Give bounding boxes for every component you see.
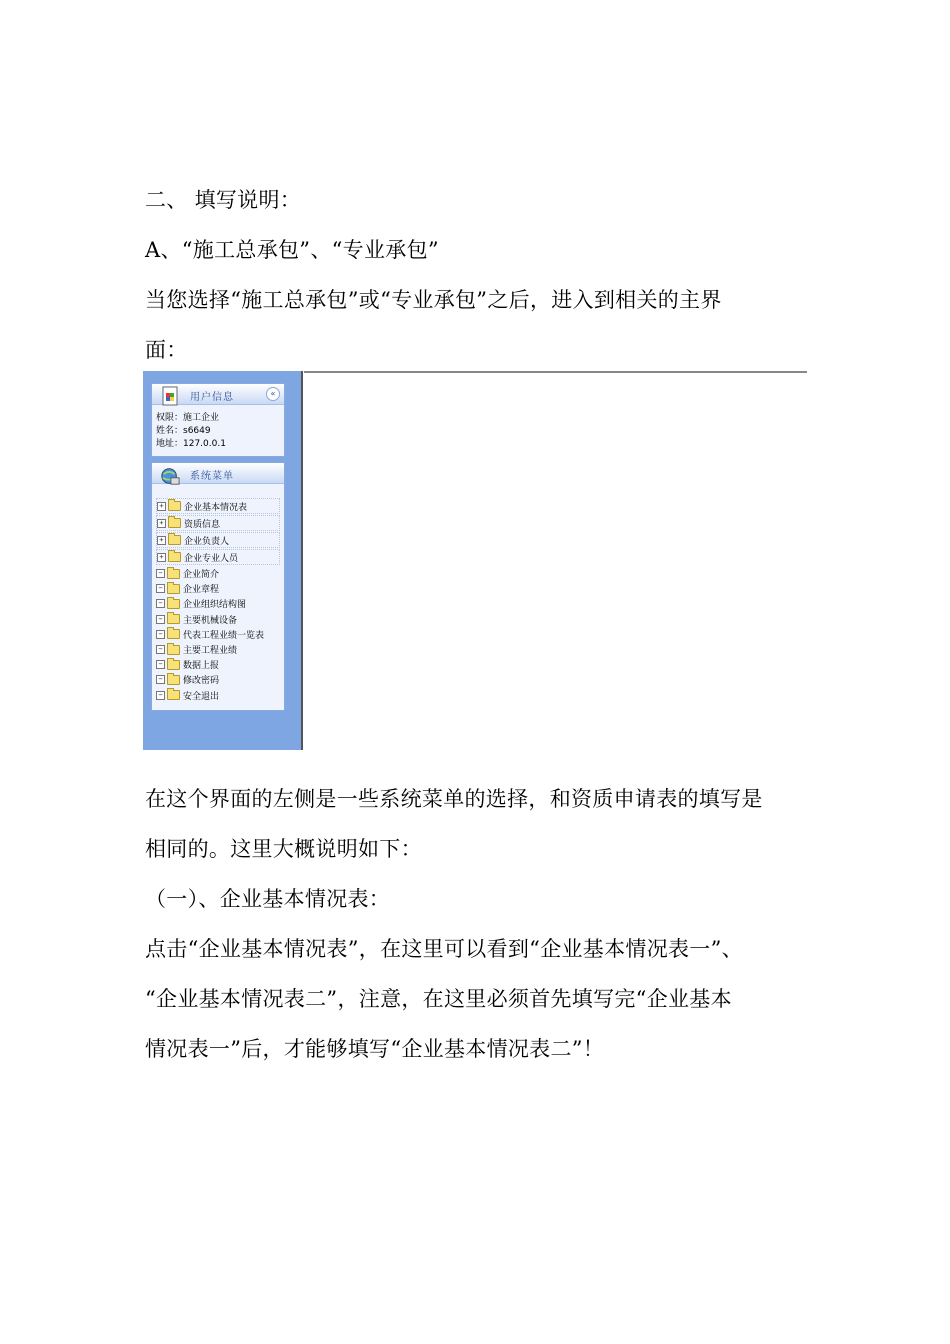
globe-computer-icon	[160, 465, 180, 487]
subsection-heading: （一）、企业基本情况表：	[145, 887, 391, 911]
folder-icon	[167, 584, 180, 594]
menu-item-label: 主要机械设备	[183, 615, 238, 626]
folder-icon	[167, 629, 180, 639]
folder-icon	[168, 518, 181, 528]
collapse-icon[interactable]: «	[266, 387, 280, 401]
folder-icon	[167, 599, 180, 609]
menu-item-logout[interactable]	[156, 688, 284, 703]
user-info-title: 用户信息	[190, 392, 234, 403]
menu-item-machinery[interactable]	[156, 612, 284, 627]
menu-item-label: 资质信息	[184, 519, 221, 530]
expand-icon[interactable]: +	[157, 553, 166, 562]
menu-item-label: 安全退出	[183, 691, 220, 702]
permission-line: 权限：施工企业	[156, 413, 220, 423]
menu-item-company-leader[interactable]	[156, 532, 280, 548]
menu-item-project-list[interactable]	[156, 627, 284, 642]
subsection-heading: A、“施工总承包”、“专业承包”	[145, 238, 439, 262]
menu-item-change-password[interactable]	[156, 672, 284, 687]
folder-icon	[167, 614, 180, 624]
user-document-icon	[160, 386, 180, 408]
expand-icon[interactable]: +	[157, 536, 166, 545]
menu-item-label: 数据上报	[183, 661, 220, 672]
embedded-screenshot	[143, 371, 807, 750]
menu-item-label: 主要工程业绩	[183, 646, 238, 657]
expand-icon[interactable]: +	[157, 519, 166, 528]
menu-item-professional-staff[interactable]	[156, 549, 280, 565]
folder-icon	[168, 552, 181, 562]
section-heading: 二、 填写说明：	[145, 188, 302, 212]
menu-item-qualification-info[interactable]	[156, 515, 280, 531]
system-menu-panel	[151, 462, 285, 711]
folder-icon	[167, 690, 180, 700]
body-text-line: 当您选择“施工总承包”或“专业承包”之后，进入到相关的主界	[145, 288, 722, 312]
body-text-line: 面：	[145, 338, 188, 362]
menu-item-label: 代表工程业绩一览表	[183, 630, 265, 641]
folder-icon	[167, 675, 180, 685]
collapse-node-icon[interactable]: −	[156, 645, 165, 654]
menu-item-company-basic-info[interactable]	[156, 498, 280, 514]
system-menu-title: 系统菜单	[190, 471, 234, 482]
folder-icon	[167, 660, 180, 670]
menu-item-data-submit[interactable]	[156, 657, 284, 672]
menu-item-label: 企业负责人	[184, 536, 230, 547]
menu-item-company-profile[interactable]	[156, 566, 284, 581]
menu-item-label: 企业简介	[183, 570, 220, 581]
collapse-node-icon[interactable]: −	[156, 675, 165, 684]
menu-item-org-chart[interactable]	[156, 596, 284, 611]
user-info-panel	[151, 383, 285, 457]
collapse-node-icon[interactable]: −	[156, 615, 165, 624]
folder-icon	[167, 569, 180, 579]
folder-icon	[168, 501, 181, 511]
body-text-line: “企业基本情况表二”，注意，在这里必须首先填写完“企业基本	[145, 987, 732, 1011]
menu-item-label: 企业专业人员	[184, 553, 239, 564]
folder-icon	[168, 535, 181, 545]
menu-item-company-charter[interactable]	[156, 581, 284, 596]
screenshot-main-area	[304, 371, 807, 752]
menu-list	[152, 484, 284, 703]
body-text-line: 情况表一”后，才能够填写“企业基本情况表二”！	[145, 1037, 605, 1061]
menu-item-main-projects[interactable]	[156, 642, 284, 657]
menu-item-label: 企业基本情况表	[184, 502, 248, 513]
collapse-node-icon[interactable]: −	[156, 584, 165, 593]
system-menu-header	[152, 463, 284, 484]
collapse-node-icon[interactable]: −	[156, 691, 165, 700]
collapse-node-icon[interactable]: −	[156, 569, 165, 578]
body-text-line: 在这个界面的左侧是一些系统菜单的选择，和资质申请表的填写是	[145, 787, 763, 811]
collapse-node-icon[interactable]: −	[156, 630, 165, 639]
collapse-node-icon[interactable]: −	[156, 599, 165, 608]
name-line: 姓名：s6649	[156, 426, 211, 436]
menu-item-label: 企业章程	[183, 585, 220, 596]
folder-icon	[167, 645, 180, 655]
collapse-node-icon[interactable]: −	[156, 660, 165, 669]
user-info-header	[152, 384, 284, 405]
screenshot-sidebar	[143, 371, 303, 750]
address-line: 地址：127.0.0.1	[156, 439, 226, 449]
expand-icon[interactable]: +	[157, 502, 166, 511]
body-text-line: 相同的。这里大概说明如下：	[145, 837, 422, 861]
menu-item-label: 修改密码	[183, 676, 220, 687]
menu-item-label: 企业组织结构图	[183, 600, 247, 611]
body-text-line: 点击“企业基本情况表”，在这里可以看到“企业基本情况表一”、	[145, 937, 743, 961]
